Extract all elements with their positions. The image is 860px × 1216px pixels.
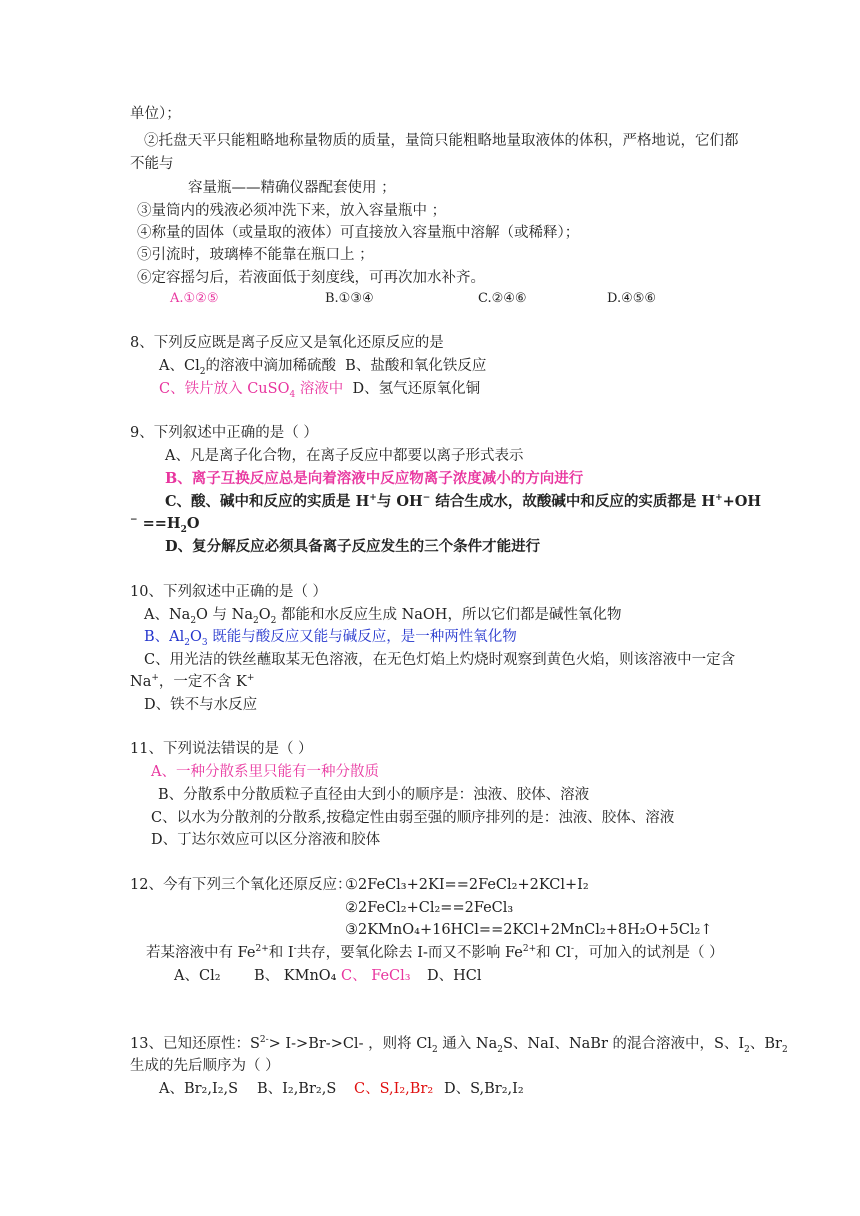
- q10-option-c-cont: Na+，一定不含 K+: [130, 673, 255, 690]
- q13-stem: 13、已知还原性：$S^{2-}> I->Br->Cl-$ ，则将 $Cl_2$ 通入 $Na_2S$、NaI、NaBr 的混合溶液中，S、$I_2$、$Br_2$: [130, 1035, 788, 1055]
- q10-option-a: A、$Na_2O$ 与 $Na_2O_2$ 都能和水反应生成 NaOH，所以它们都是碱性氧化物: [144, 607, 622, 626]
- q12-reaction-2: ②2FeCl₂+Cl₂==2FeCl₃: [345, 900, 514, 916]
- q10-stem: 10、下列叙述中正确的是（ ）: [130, 584, 328, 600]
- q8-option-d: D、氢气还原氧化铜: [352, 381, 481, 397]
- q7-option-c: C.②④⑥: [478, 291, 527, 306]
- q8-option-a-b: [159, 356, 486, 376]
- q8-option-c: C、铁片放入 CuSO$_4$ 溶液中: [159, 381, 344, 400]
- q11-option-b: B、分散系中分散质粒子直径由大到小的顺序是：浊液、胶体、溶液: [158, 787, 590, 803]
- q12-option-c: C、 FeCl₃: [341, 968, 411, 984]
- q7-line-unit: 单位）；: [130, 106, 181, 122]
- q12-reaction-3: ③2KMnO₄+16HCl==2KCl+2MnCl₂+8H₂O+5Cl₂↑: [345, 922, 713, 938]
- q7-item-2-cont2: 容量瓶——精确仪器配套使用 ；: [188, 180, 396, 196]
- q11-option-a: A、一种分散系里只能有一种分散质: [151, 764, 379, 780]
- q13-option-c: C、S,I₂,Br₂: [354, 1081, 434, 1097]
- q10-option-d: D、铁不与水反应: [144, 697, 258, 713]
- q7-item-2-cont: 不能与: [130, 156, 174, 172]
- q7-item-4: ④称量的固体（或量取的液体）可直接放入容量瓶中溶解（或稀释）；: [137, 225, 580, 241]
- q7-option-b: B.①③④: [325, 291, 374, 306]
- q7-item-3: ③量筒内的残液必须冲洗下来，放入容量瓶中 ；: [137, 203, 447, 219]
- q11-option-c: C、以水为分散剂的分散系,按稳定性由弱至强的顺序排列的是：浊液、胶体、溶液: [151, 810, 675, 826]
- q7-item-2: ②托盘天平只能粗略地称量物质的质量，量筒只能粗略地量取液体的体积，严格地说，它们都: [144, 133, 739, 149]
- q9-stem: 9、下列叙述中正确的是（ ）: [130, 425, 318, 441]
- q8-option-c-d: [159, 379, 480, 399]
- q12-option-a: A、Cl₂: [174, 968, 221, 984]
- q12-stem: 12、今有下列三个氧化还原反应：: [130, 877, 352, 893]
- q7-item-6: ⑥定容摇匀后，若液面低于刻度线，可再次加水补齐。: [137, 270, 485, 286]
- q8-option-a: A、$Cl_2$的溶液中滴加稀硫酸: [159, 358, 336, 377]
- q9-option-b: B、离子互换反应总是向着溶液中反应物离子浓度减小的方向进行: [165, 470, 584, 487]
- q7-option-d: D.④⑤⑥: [607, 291, 657, 306]
- q8-stem: 8、下列反应既是离子反应又是氧化还原反应的是: [130, 335, 444, 351]
- q13-stem-cont: 生成的先后顺序为（ ）: [130, 1058, 280, 1074]
- q10-option-b: B、$Al_2O_3$ 既能与酸反应又能与碱反应，是一种两性氧化物: [144, 629, 517, 648]
- q9-option-a: A、凡是离子化合物，在离子反应中都要以离子形式表示: [165, 448, 524, 464]
- q9-option-c: C、酸、碱中和反应的实质是 H+与 OH− 结合生成水，故酸碱中和反应的实质都是 H++OH: [165, 493, 762, 510]
- q8-option-b: B、盐酸和氧化铁反应: [345, 358, 487, 374]
- q13-option-a: A、Br₂,I₂,S: [159, 1081, 239, 1097]
- q9-option-d: D、复分解反应必须具备离子反应发生的三个条件才能进行: [165, 538, 541, 555]
- q11-stem: 11、下列说法错误的是（ ）: [130, 741, 313, 757]
- q13-option-b: B、I₂,Br₂,S: [257, 1081, 337, 1097]
- q12-question: 若某溶液中有 $Fe^{2+}$和 I-共存，要氧化除去 I-而又不影响 $Fe^{2+}$和 Cl-，可加入的试剂是（ ）: [146, 944, 724, 961]
- q11-option-d: D、丁达尔效应可以区分溶液和胶体: [151, 832, 381, 848]
- q12-reaction-1: ①2FeCl₃+2KI==2FeCl₂+2KCl+I₂: [345, 877, 589, 893]
- q12-option-b: B、 KMnO₄: [254, 968, 337, 984]
- q13-option-d: D、S,Br₂,I₂: [444, 1081, 524, 1097]
- q12-option-d: D、HCl: [427, 968, 482, 984]
- q7-item-5: ⑤引流时，玻璃棒不能靠在瓶口上 ；: [137, 247, 374, 263]
- q7-option-a: A.①②⑤: [170, 291, 219, 306]
- q9-option-c-cont: $^- ==H_2O$: [130, 515, 200, 535]
- q10-option-c: C、用光洁的铁丝蘸取某无色溶液，在无色灯焰上灼烧时观察到黄色火焰，则该溶液中一定含: [144, 652, 736, 668]
